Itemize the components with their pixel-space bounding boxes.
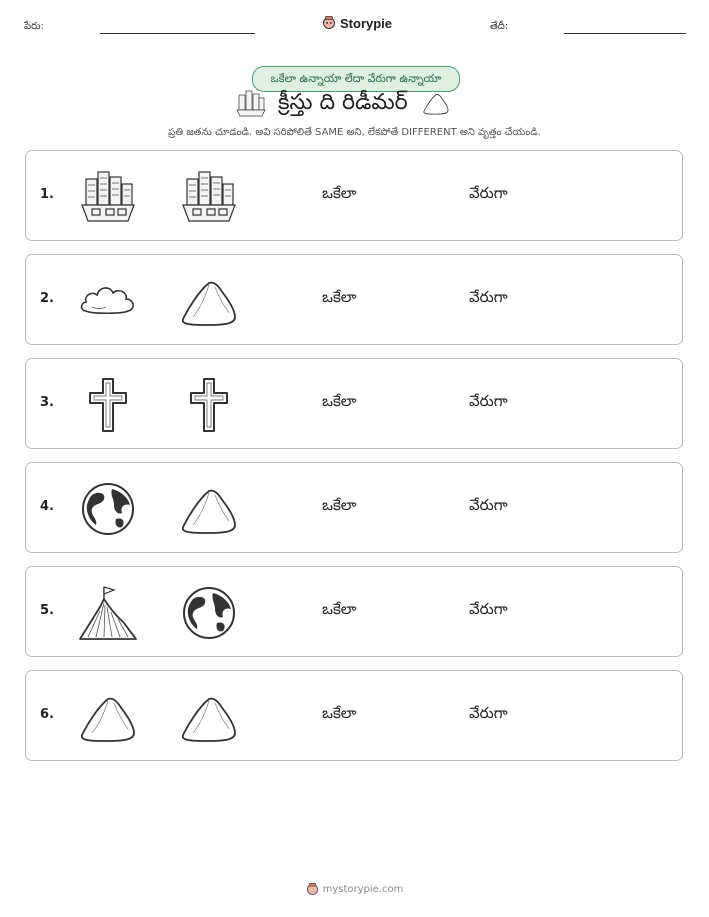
city-icon (78, 169, 138, 225)
question-row (25, 150, 683, 241)
different-option[interactable]: వేరుగా (469, 184, 508, 202)
rock-icon (179, 481, 239, 537)
mountain-flag-icon (78, 585, 138, 641)
question-number: 1. (40, 187, 54, 202)
worksheet-title: క్రీస్తు ది రిడీమర్ (278, 90, 408, 115)
rock-icon (420, 90, 452, 120)
worksheet-type-badge: ఒకేలా ఉన్నాయా లేదా వేరుగా ఉన్నాయా (252, 66, 460, 92)
name-label: పేరు: (24, 21, 44, 32)
question-row (25, 358, 683, 449)
name-line[interactable] (100, 33, 255, 34)
same-option[interactable]: ఒకేలా (322, 704, 357, 722)
question-row (25, 566, 683, 657)
instructions: ప్రతి జతను చూడండి. అవి సరిపోలితే SAME అని, లేకపోతే DIFFERENT అని వృత్తం చేయండి. (168, 127, 541, 138)
same-option[interactable]: ఒకేలా (322, 184, 357, 202)
cross-icon (78, 377, 138, 433)
different-option[interactable]: వేరుగా (469, 704, 508, 722)
storypie-mascot-icon (322, 14, 336, 33)
question-number: 6. (40, 707, 54, 722)
date-line[interactable] (564, 33, 686, 34)
date-label: తేదీ: (490, 21, 509, 32)
storypie-mascot-icon (306, 880, 319, 899)
brand-name: Storypie (340, 16, 393, 31)
cloud-icon (78, 273, 138, 329)
title-row (236, 88, 452, 122)
rock-icon (179, 273, 239, 329)
brand-logo (322, 14, 392, 33)
rock-icon (179, 689, 239, 745)
same-option[interactable]: ఒకేలా (322, 496, 357, 514)
question-number: 2. (40, 291, 54, 306)
city-icon (236, 89, 266, 121)
same-option[interactable]: ఒకేలా (322, 600, 357, 618)
globe-icon (179, 585, 239, 641)
question-number: 5. (40, 603, 54, 618)
globe-icon (78, 481, 138, 537)
footer (0, 880, 709, 899)
question-row (25, 670, 683, 761)
different-option[interactable]: వేరుగా (469, 600, 508, 618)
city-icon (179, 169, 239, 225)
worksheet-header (0, 14, 709, 38)
different-option[interactable]: వేరుగా (469, 392, 508, 410)
same-option[interactable]: ఒకేలా (322, 392, 357, 410)
question-row (25, 254, 683, 345)
footer-site: mystorypie.com (322, 884, 404, 895)
question-row (25, 462, 683, 553)
rock-icon (78, 689, 138, 745)
same-option[interactable]: ఒకేలా (322, 288, 357, 306)
question-number: 3. (40, 395, 54, 410)
different-option[interactable]: వేరుగా (469, 288, 508, 306)
question-number: 4. (40, 499, 54, 514)
cross-icon (179, 377, 239, 433)
different-option[interactable]: వేరుగా (469, 496, 508, 514)
